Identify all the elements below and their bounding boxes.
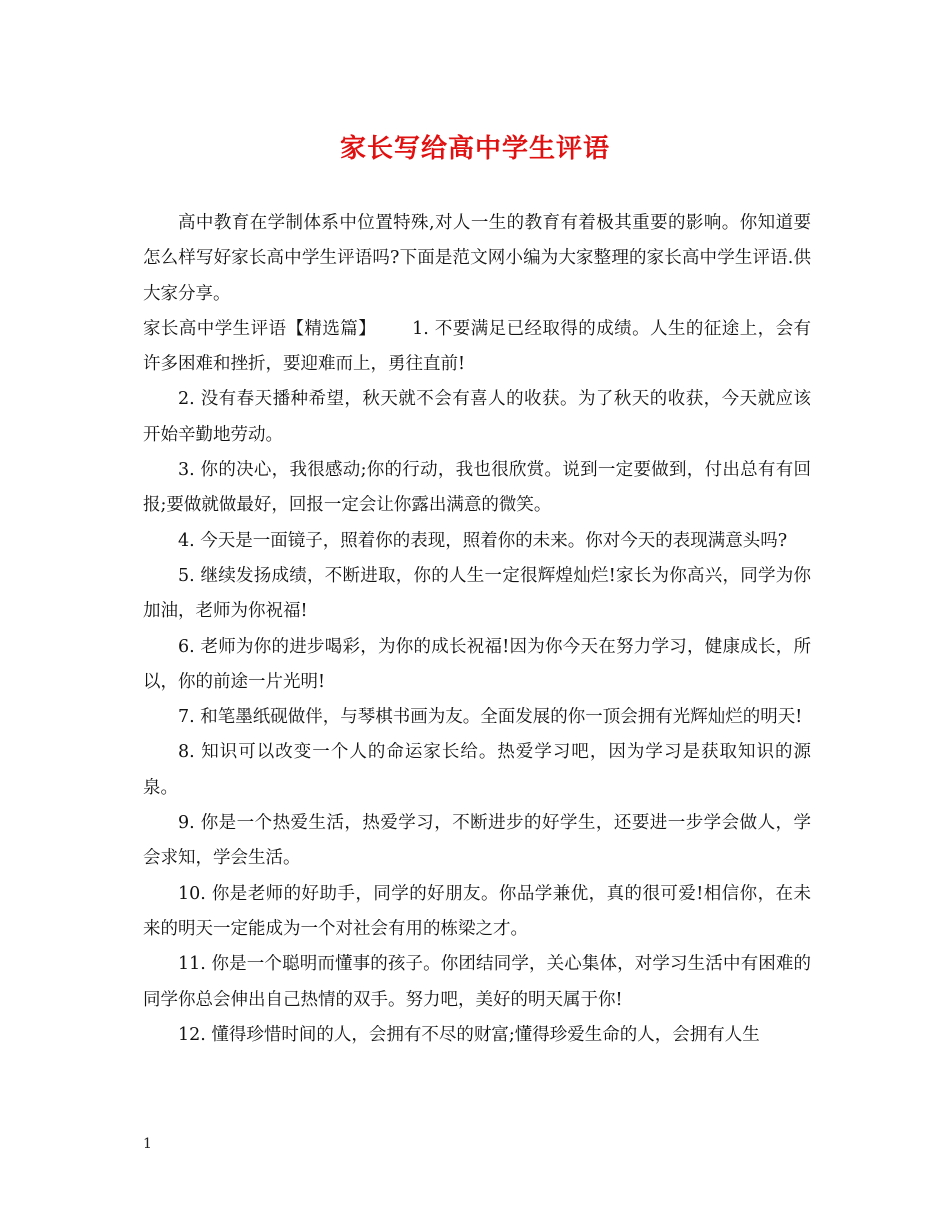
comment-item: 4. 今天是一面镜子，照着你的表现，照着你的未来。你对今天的表现满意头吗? [178, 530, 788, 551]
page-number: 1 [143, 1136, 152, 1152]
document-title: 家长写给高中学生评语 [339, 134, 610, 164]
section-paragraph [143, 312, 811, 383]
comment-item: 6. 老师为你的进步喝彩，为你的成长祝福!因为你今天在努力学习，健康成长，所以，你的前途一片光明! [143, 636, 811, 692]
comment-item: 3. 你的决心，我很感动;你的行动，我也很欣赏。说到一定要做到，付出总有有回报;要做就做最好，回报一定会让你露出满意的微笑。 [143, 460, 811, 516]
comment-item: 10. 你是老师的好助手，同学的好朋友。你品学兼优，真的很可爱!相信你，在未来的明天一定能成为一个对社会有用的栋梁之才。 [143, 883, 811, 939]
comment-item: 5. 继续发扬成绩，不断进取，你的人生一定很辉煌灿烂!家长为你高兴，同学为你加油，老师为你祝福! [143, 565, 811, 622]
document-body [143, 206, 811, 1053]
comment-item: 8. 知识可以改变一个人的命运家长给。热爱学习吧，因为学习是获取知识的源泉。 [143, 742, 811, 798]
comment-item: 1. 不要满足已经取得的成绩。人生的征途上，会有许多困难和挫折，要迎难而上，勇往直前! [143, 318, 811, 375]
intro-paragraph: 高中教育在学制体系中位置特殊,对人一生的教育有着极其重要的影响。你知道要怎么样写好家长高中学生评语吗?下面是范文网小编为大家整理的家长高中学生评语.供大家分享。 [143, 213, 811, 304]
comment-item: 7. 和笔墨纸砚做伴，与琴棋书画为友。全面发展的你一顶会拥有光辉灿烂的明天! [178, 707, 803, 728]
comment-item: 12. 懂得珍惜时间的人，会拥有不尽的财富;懂得珍爱生命的人，会拥有人生 [178, 1024, 760, 1045]
comment-item: 11. 你是一个聪明而懂事的孩子。你团结同学，关心集体，对学习生活中有困难的同学你总会伸出自己热情的双手。努力吧，美好的明天属于你! [143, 954, 811, 1010]
comment-item: 2. 没有春天播种希望，秋天就不会有喜人的收获。为了秋天的收获，今天就应该开始辛勤地劳动。 [143, 389, 811, 445]
comment-item: 9. 你是一个热爱生活，热爱学习，不断进步的好学生，还要进一步学会做人，学会求知，学会生活。 [143, 813, 811, 869]
section-heading: 家长高中学生评语【精选篇】 [143, 318, 377, 339]
